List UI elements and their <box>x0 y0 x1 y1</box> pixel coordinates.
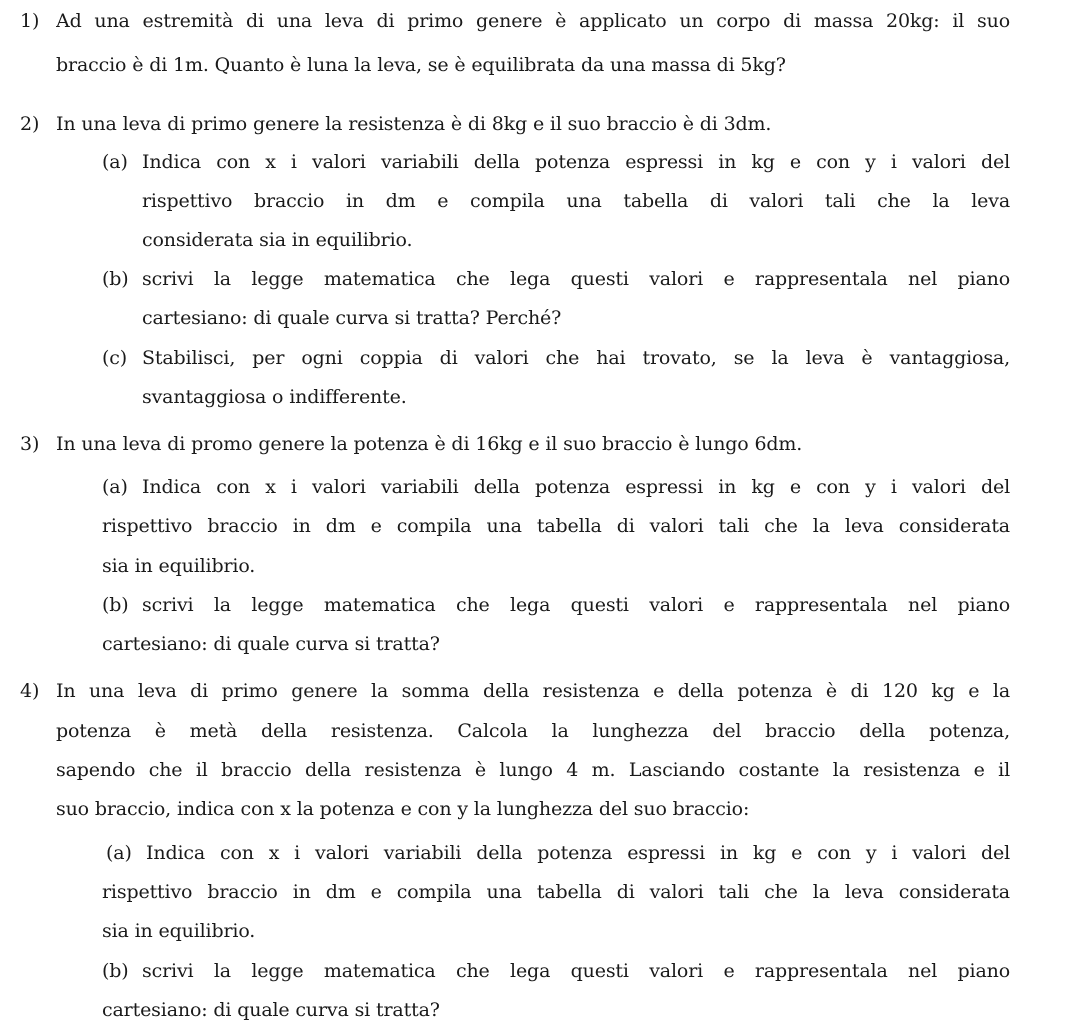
exercise-3a-text-line: Indica con x i valori variabili della potenza espressi in kg e con y i valori del <box>142 476 1010 498</box>
exercise-3a-label: (a) <box>102 476 128 498</box>
exercise-2b-text-line: cartesiano: di quale curva si tratta? Perché? <box>142 307 562 329</box>
exercise-1-text-line: Ad una estremità di una leva di primo genere è applicato un corpo di massa 20kg: il suo <box>56 10 1010 32</box>
exercise-4-text-line: suo braccio, indica con x la potenza e con y la lunghezza del suo braccio: <box>56 798 750 820</box>
exercise-2c-label: (c) <box>102 347 128 369</box>
exercise-4b-label: (b) <box>102 960 129 982</box>
exercise-4-number: 4) <box>20 680 40 702</box>
exercise-4-text-line: In una leva di primo genere la somma della resistenza e della potenza è di 120 kg e la <box>56 680 1010 702</box>
exercise-4-text-line: sapendo che il braccio della resistenza è lungo 4 m. Lasciando costante la resistenza e il <box>56 759 1010 781</box>
exercise-3-number: 3) <box>20 433 40 455</box>
exercise-4a-label: (a) <box>106 842 132 864</box>
exercise-2c-text-line: svantaggiosa o indifferente. <box>142 386 407 408</box>
exercise-4a-text-line: Indica con x i valori variabili della potenza espressi in kg e con y i valori del <box>146 842 1010 864</box>
exercise-2-number: 2) <box>20 113 40 135</box>
exercise-4a-text-line: sia in equilibrio. <box>102 920 256 942</box>
exercise-3b-label: (b) <box>102 594 129 616</box>
exercise-3b-text-line: scrivi la legge matematica che lega questi valori e rappresentala nel piano <box>142 594 1010 616</box>
exercise-2c-text-line: Stabilisci, per ogni coppia di valori che hai trovato, se la leva è vantaggiosa, <box>142 347 1010 369</box>
exercise-2a-text-line: considerata sia in equilibrio. <box>142 229 413 251</box>
exercise-2a-text-line: rispettivo braccio in dm e compila una tabella di valori tali che la leva <box>142 190 1010 212</box>
exercise-1-text-line: braccio è di 1m. Quanto è luna la leva, se è equilibrata da una massa di 5kg? <box>56 54 786 76</box>
exercise-2b-label: (b) <box>102 268 129 290</box>
exercise-3a-text-line: rispettivo braccio in dm e compila una tabella di valori tali che la leva considerata <box>102 515 1010 537</box>
exercise-3-text-line: In una leva di promo genere la potenza è di 16kg e il suo braccio è lungo 6dm. <box>56 433 803 455</box>
exercise-1-number: 1) <box>20 10 40 32</box>
exercise-2a-label: (a) <box>102 151 128 173</box>
exercise-2-text-line: In una leva di primo genere la resistenza è di 8kg e il suo braccio è di 3dm. <box>56 113 772 135</box>
exercise-2b-text-line: scrivi la legge matematica che lega questi valori e rappresentala nel piano <box>142 268 1010 290</box>
exercise-4b-text-line: cartesiano: di quale curva si tratta? <box>102 999 440 1021</box>
exercise-3a-text-line: sia in equilibrio. <box>102 555 256 577</box>
exercise-4-text-line: potenza è metà della resistenza. Calcola la lunghezza del braccio della potenza, <box>56 720 1010 742</box>
exercise-4b-text-line: scrivi la legge matematica che lega questi valori e rappresentala nel piano <box>142 960 1010 982</box>
exercise-2a-text-line: Indica con x i valori variabili della potenza espressi in kg e con y i valori del <box>142 151 1010 173</box>
exercise-4a-text-line: rispettivo braccio in dm e compila una tabella di valori tali che la leva considerata <box>102 881 1010 903</box>
exercise-3b-text-line: cartesiano: di quale curva si tratta? <box>102 633 440 655</box>
